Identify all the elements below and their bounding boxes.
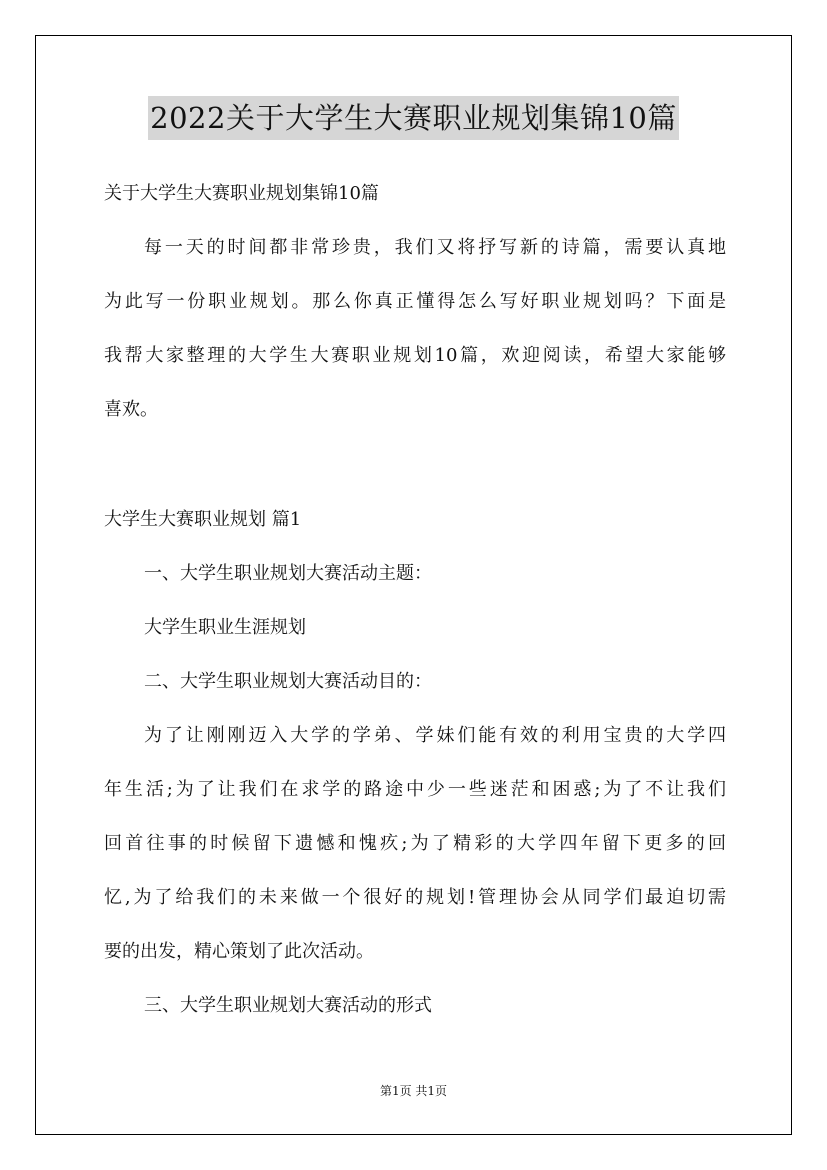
intro-line-3: 我帮大家整理的大学生大赛职业规划10篇，欢迎阅读，希望大家能够 — [104, 345, 726, 366]
item3-heading: 三、大学生职业规划大赛活动的形式 — [144, 995, 432, 1016]
intro-line-2: 为此写一份职业规划。那么你真正懂得怎么写好职业规划吗？下面是 — [104, 291, 726, 312]
item2-line-1: 为了让刚刚迈入大学的学弟、学妹们能有效的利用宝贵的大学四 — [144, 725, 726, 746]
item2-line-4: 忆,为了给我们的未来做一个很好的规划!管理协会从同学们最迫切需 — [104, 887, 726, 908]
item2-line-3: 回首往事的时候留下遗憾和愧疚;为了精彩的大学四年留下更多的回 — [104, 833, 726, 854]
intro-line-4: 喜欢。 — [104, 399, 158, 420]
item1-heading: 一、大学生职业规划大赛活动主题： — [144, 563, 432, 584]
document-subtitle: 关于大学生大赛职业规划集锦10篇 — [104, 183, 379, 204]
document-title: 2022关于大学生大赛职业规划集锦10篇 — [148, 96, 679, 140]
item1-body: 大学生职业生涯规划 — [144, 617, 306, 638]
intro-line-1: 每一天的时间都非常珍贵，我们又将抒写新的诗篇，需要认真地 — [144, 237, 726, 258]
section-heading: 大学生大赛职业规划 篇1 — [104, 509, 302, 530]
item2-heading: 二、大学生职业规划大赛活动目的： — [144, 671, 432, 692]
item2-line-5: 要的出发，精心策划了此次活动。 — [104, 941, 374, 962]
title-container — [0, 96, 827, 140]
page-number-footer: 第1页 共1页 — [379, 1084, 448, 1098]
item2-line-2: 年生活;为了让我们在求学的路途中少一些迷茫和困惑;为了不让我们 — [104, 779, 726, 800]
